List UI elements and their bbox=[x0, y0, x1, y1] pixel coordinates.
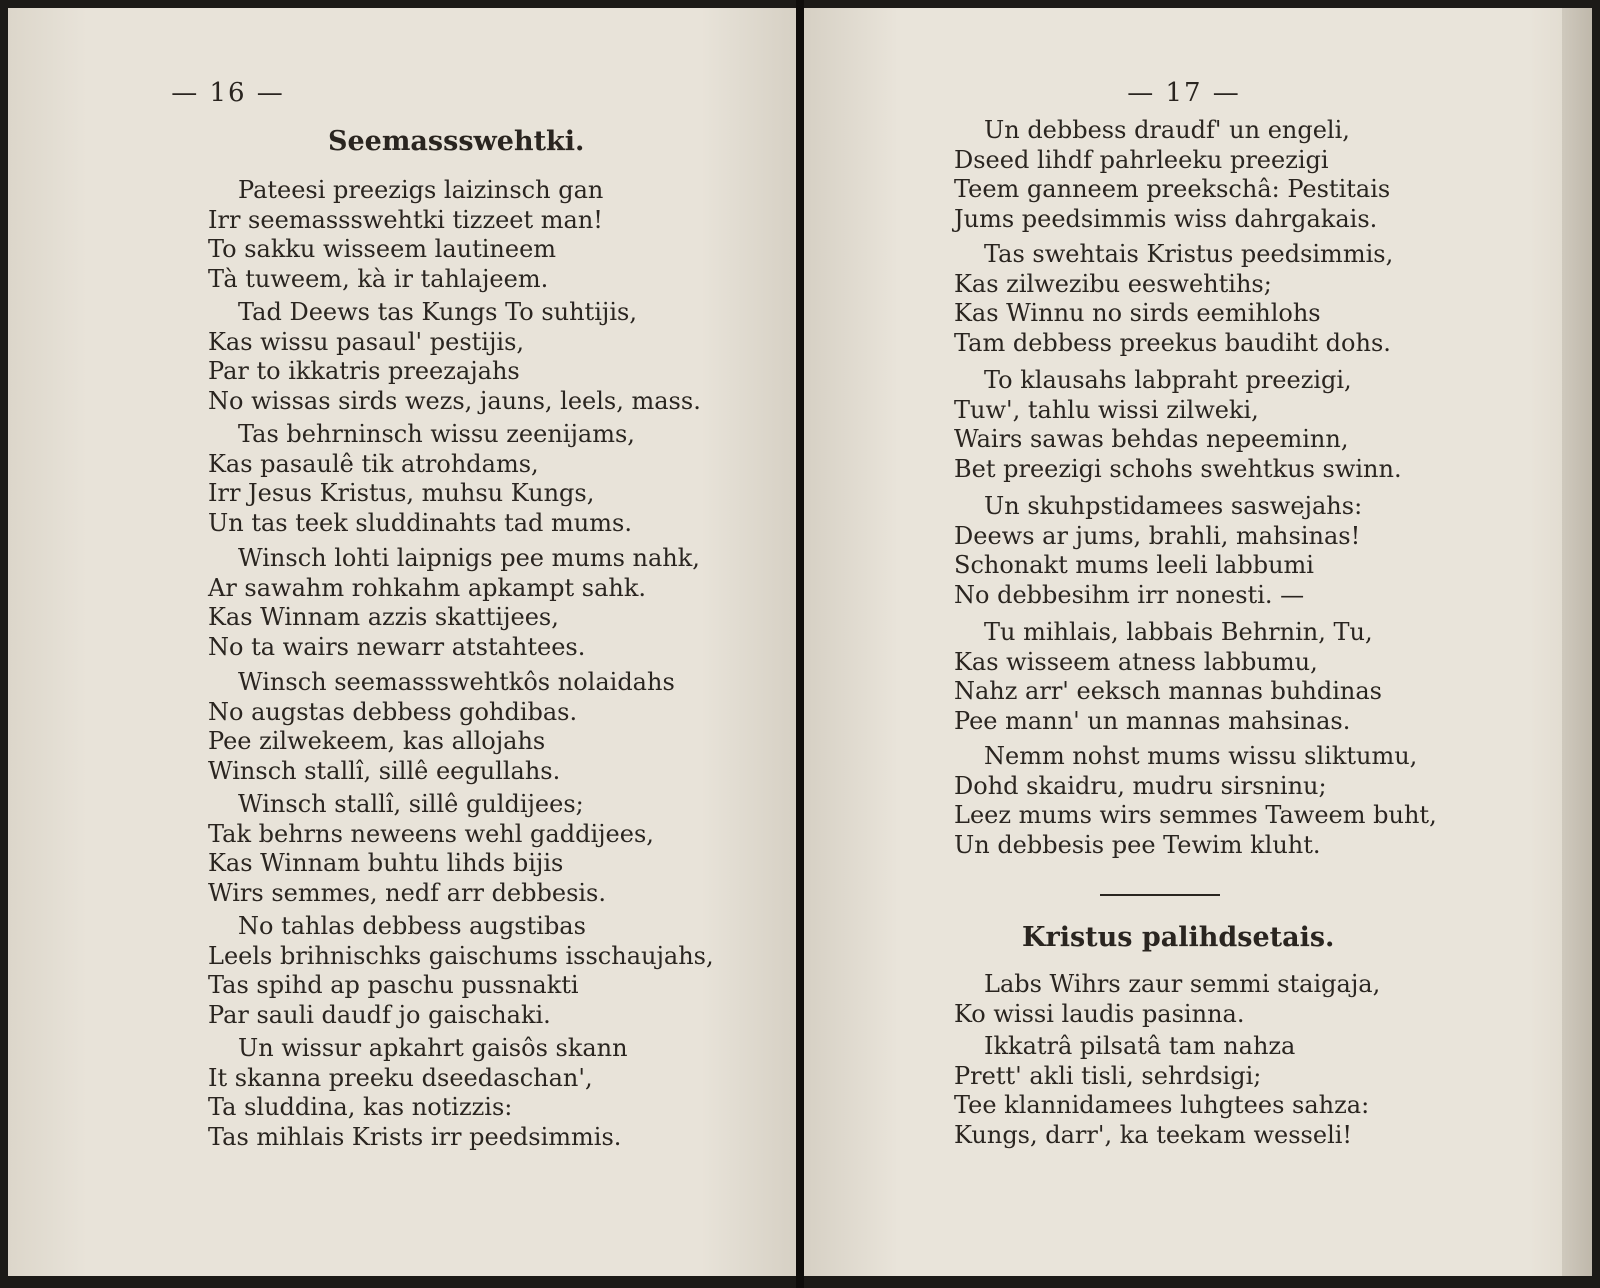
verse-line: Winsch lohti laipnigs pee mums nahk, bbox=[238, 544, 700, 572]
verse-line: Winsch seemassswehtkôs nolaidahs bbox=[238, 668, 675, 696]
verse-line: Ta sluddina, kas notizzis: bbox=[208, 1093, 513, 1121]
verse-line: It skanna preeku dseedaschan', bbox=[208, 1063, 593, 1092]
poem-title: Kristus palihdsetais. bbox=[1022, 922, 1335, 953]
verse-line: Ko wissi laudis pasinna. bbox=[954, 999, 1245, 1028]
stanza bbox=[208, 912, 714, 1030]
verse-line: Tas mihlais Krists irr peedsimmis. bbox=[208, 1122, 622, 1151]
verse-line: Jums peedsimmis wiss dahrgakais. bbox=[954, 204, 1378, 233]
verse-line: Wairs sawas behdas nepeeminn, bbox=[954, 425, 1349, 453]
verse-line: Dseed lihdf pahrleeku preezigi bbox=[954, 145, 1329, 174]
verse-line: Teem ganneem preekschâ: Pestitais bbox=[954, 175, 1391, 203]
book-gutter bbox=[796, 0, 804, 1288]
verse-line: Par to ikkatris preezajahs bbox=[208, 357, 520, 385]
stanza bbox=[954, 492, 1362, 610]
verse-line: To klausahs labpraht preezigi, bbox=[984, 366, 1352, 394]
verse-line: Dohd skaidru, mudru sirsninu; bbox=[954, 771, 1327, 800]
verse-line: Winsch stallî, sillê guldijees; bbox=[238, 790, 584, 818]
verse-line: Un wissur apkahrt gaisôs skann bbox=[238, 1034, 628, 1062]
verse-line: Tuw', tahlu wissi zilweki, bbox=[954, 395, 1259, 424]
verse-line: Kas zilwezibu eeswehtihs; bbox=[954, 269, 1272, 298]
stanza bbox=[208, 1034, 628, 1152]
stanza bbox=[954, 1032, 1369, 1150]
page-number-right: — 17 — bbox=[1127, 78, 1241, 108]
verse-line: Tas spihd ap paschu pussnakti bbox=[208, 971, 579, 999]
verse-line: Tee klannidamees luhgtees sahza: bbox=[954, 1091, 1370, 1119]
stanza bbox=[954, 366, 1402, 484]
right-page bbox=[804, 8, 1592, 1276]
stanza bbox=[954, 240, 1393, 358]
verse-line: Kas Winnu no sirds eemihlohs bbox=[954, 299, 1321, 327]
verse-line: Un debbess draudf' un engeli, bbox=[984, 116, 1350, 144]
verse-line: Winsch stallî, sillê eegullahs. bbox=[208, 756, 561, 785]
verse-line: Un debbesis pee Tewim kluht. bbox=[954, 830, 1321, 859]
verse-line: Wirs semmes, nedf arr debbesis. bbox=[208, 878, 607, 907]
verse-line: Tam debbess preekus baudiht dohs. bbox=[954, 328, 1391, 357]
verse-line: Ar sawahm rohkahm apkampt sahk. bbox=[208, 573, 646, 602]
stanza bbox=[954, 970, 1380, 1029]
stanza bbox=[208, 790, 654, 908]
verse-line: Prett' akli tisli, sehrdsigi; bbox=[954, 1061, 1262, 1090]
verse-line: No ta wairs newarr atstahtees. bbox=[208, 632, 586, 661]
verse-line: Tad Deews tas Kungs To suhtijis, bbox=[238, 298, 637, 326]
poem-title: Seemassswehtki. bbox=[328, 126, 585, 157]
verse-line: Pateesi preezigs laizinsch gan bbox=[238, 176, 604, 204]
verse-line: Par sauli daudf jo gaischaki. bbox=[208, 1000, 551, 1029]
verse-line: Un skuhpstidamees saswejahs: bbox=[984, 492, 1363, 520]
verse-line: Kungs, darr', ka teekam wesseli! bbox=[954, 1120, 1353, 1149]
verse-line: Tas swehtais Kristus peedsimmis, bbox=[984, 240, 1394, 268]
verse-line: No tahlas debbess augstibas bbox=[238, 912, 586, 940]
stanza bbox=[954, 116, 1390, 234]
stanza bbox=[208, 298, 701, 416]
verse-line: Kas wissu pasaul' pestijis, bbox=[208, 327, 525, 356]
stanza bbox=[954, 742, 1437, 860]
verse-line: Kas Winnam buhtu lihds bijis bbox=[208, 849, 564, 877]
verse-line: Pee zilwekeem, kas allojahs bbox=[208, 727, 546, 755]
verse-line: Schonakt mums leeli labbumi bbox=[954, 551, 1314, 579]
verse-line: No wissas sirds wezs, jauns, leels, mass. bbox=[208, 386, 701, 415]
verse-line: Irr Jesus Kristus, muhsu Kungs, bbox=[208, 479, 595, 507]
verse-line: Irr seemassswehtki tizzeet man! bbox=[208, 205, 603, 234]
verse-line: No augstas debbess gohdibas. bbox=[208, 697, 578, 726]
verse-line: Leez mums wirs semmes Taweem buht, bbox=[954, 801, 1437, 829]
section-divider bbox=[1100, 894, 1220, 896]
verse-line: Pee mann' un mannas mahsinas. bbox=[954, 706, 1351, 735]
page-edge bbox=[1562, 8, 1592, 1276]
stanza bbox=[208, 176, 603, 294]
stanza bbox=[208, 420, 635, 538]
verse-line: Kas wisseem atness labbumu, bbox=[954, 647, 1318, 676]
stanza bbox=[954, 618, 1382, 736]
verse-line: Tak behrns neweens wehl gaddijees, bbox=[208, 819, 654, 848]
verse-line: Tà tuweem, kà ir tahlajeem. bbox=[208, 264, 549, 293]
verse-line: Kas Winnam azzis skattijees, bbox=[208, 603, 559, 631]
verse-line: Tu mihlais, labbais Behrnin, Tu, bbox=[984, 618, 1373, 646]
verse-line: Nemm nohst mums wissu sliktumu, bbox=[984, 742, 1418, 770]
page-number-left: — 16 — bbox=[171, 78, 285, 108]
verse-line: Un tas teek sluddinahts tad mums. bbox=[208, 508, 632, 537]
verse-line: Nahz arr' eeksch mannas buhdinas bbox=[954, 677, 1382, 705]
stanza bbox=[208, 544, 700, 662]
verse-line: Leels brihnischks gaischums isschaujahs, bbox=[208, 941, 714, 970]
left-page bbox=[8, 8, 796, 1276]
verse-line: Bet preezigi schohs swehtkus swinn. bbox=[954, 454, 1402, 483]
verse-line: Kas pasaulê tik atrohdams, bbox=[208, 449, 539, 478]
verse-line: Tas behrninsch wissu zeenijams, bbox=[238, 420, 635, 448]
verse-line: Ikkatrâ pilsatâ tam nahza bbox=[984, 1032, 1296, 1060]
verse-line: Deews ar jums, brahli, mahsinas! bbox=[954, 521, 1361, 550]
verse-line: Labs Wihrs zaur semmi staigaja, bbox=[984, 970, 1381, 998]
stanza bbox=[208, 668, 675, 786]
verse-line: To sakku wisseem lautineem bbox=[208, 235, 557, 263]
verse-line: No debbesihm irr nonesti. — bbox=[954, 580, 1305, 609]
